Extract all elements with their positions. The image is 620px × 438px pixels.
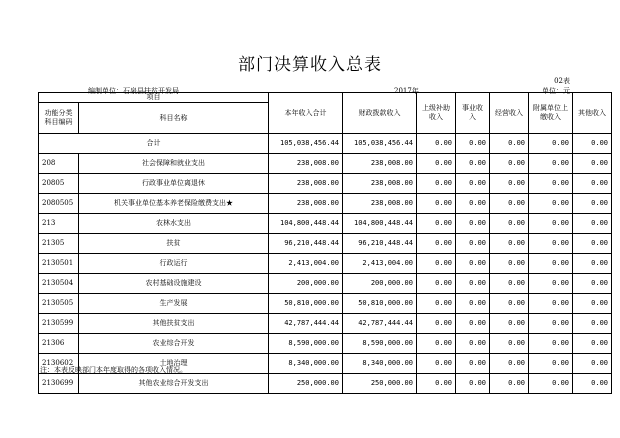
row-value: 0.00 [417,214,456,234]
row-name: 农村基础设施建设 [79,274,269,294]
row-value: 2,413,004.00 [269,254,343,274]
row-value: 8,340,000.00 [343,354,417,374]
row-value: 0.00 [490,354,529,374]
row-value: 0.00 [573,314,612,334]
row-code: 2080505 [39,194,79,214]
header-col: 附属单位上缴收入 [529,93,573,134]
row-name: 行政事业单位离退休 [79,174,269,194]
row-value: 96,210,448.44 [343,234,417,254]
table-row [39,294,612,314]
header-code: 功能分类科目编码 [39,103,79,134]
total-value: 0.00 [573,134,612,154]
total-value: 0.00 [417,134,456,154]
row-value: 0.00 [573,154,612,174]
row-name: 机关事业单位基本养老保险缴费支出★ [79,194,269,214]
row-value: 0.00 [490,314,529,334]
row-value: 0.00 [456,374,490,394]
header-item: 项目 [39,93,269,103]
row-name: 扶贫 [79,234,269,254]
row-value: 8,590,000.00 [343,334,417,354]
row-value: 0.00 [417,234,456,254]
row-value: 0.00 [529,334,573,354]
row-value: 42,787,444.44 [343,314,417,334]
total-value: 105,038,456.44 [343,134,417,154]
footnote: 注：本表反映部门本年度取得的各项收入情况。 [40,366,187,374]
header-col: 财政拨款收入 [343,93,417,134]
table-row [39,274,612,294]
row-value: 0.00 [456,254,490,274]
row-value: 0.00 [573,334,612,354]
total-label: 合计 [39,134,269,154]
row-name: 行政运行 [79,254,269,274]
row-value: 200,000.00 [343,274,417,294]
row-value: 0.00 [456,354,490,374]
row-code: 213 [39,214,79,234]
row-value: 0.00 [573,274,612,294]
row-value: 0.00 [529,194,573,214]
total-row [39,134,612,154]
row-value: 0.00 [456,334,490,354]
header-col: 其他收入 [573,93,612,134]
row-value: 0.00 [529,274,573,294]
row-value: 0.00 [456,294,490,314]
income-table [38,92,612,394]
row-value: 0.00 [529,234,573,254]
unit-label: 单位：元 [542,87,570,95]
row-value: 200,000.00 [269,274,343,294]
row-name: 农林水支出 [79,214,269,234]
row-code: 2130501 [39,254,79,274]
total-value: 0.00 [529,134,573,154]
row-value: 0.00 [456,314,490,334]
row-value: 8,340,000.00 [269,354,343,374]
total-value: 105,038,456.44 [269,134,343,154]
row-value: 0.00 [417,154,456,174]
row-value: 238,008.00 [269,154,343,174]
row-value: 0.00 [490,334,529,354]
row-value: 0.00 [456,274,490,294]
table-row [39,194,612,214]
row-name: 土地治理 [79,354,269,374]
row-value: 238,008.00 [343,154,417,174]
row-value: 0.00 [573,234,612,254]
row-value: 0.00 [456,154,490,174]
row-value: 238,008.00 [269,194,343,214]
row-value: 0.00 [529,254,573,274]
row-value: 0.00 [573,214,612,234]
row-value: 0.00 [490,214,529,234]
table-row [39,174,612,194]
row-code: 2130599 [39,314,79,334]
row-value: 0.00 [490,174,529,194]
row-value: 0.00 [573,354,612,374]
table-row [39,334,612,354]
row-name: 生产发展 [79,294,269,314]
row-value: 0.00 [417,174,456,194]
row-value: 0.00 [573,294,612,314]
row-value: 0.00 [417,294,456,314]
row-value: 50,810,000.00 [269,294,343,314]
row-value: 0.00 [417,354,456,374]
row-value: 2,413,004.00 [343,254,417,274]
row-value: 0.00 [456,234,490,254]
row-value: 104,800,448.44 [343,214,417,234]
table-row [39,314,612,334]
table-row [39,214,612,234]
header-col: 上级补助收入 [417,93,456,134]
row-value: 238,008.00 [269,174,343,194]
row-value: 42,787,444.44 [269,314,343,334]
table-row [39,154,612,174]
row-value: 0.00 [417,194,456,214]
row-value: 0.00 [529,294,573,314]
row-value: 0.00 [490,374,529,394]
row-value: 0.00 [529,174,573,194]
header-col: 事业收入 [456,93,490,134]
page-title: 部门决算收入总表 [238,55,382,75]
row-value: 96,210,448.44 [269,234,343,254]
row-value: 0.00 [417,374,456,394]
row-value: 104,800,448.44 [269,214,343,234]
row-value: 0.00 [456,214,490,234]
row-value: 0.00 [529,374,573,394]
row-code: 2130602 [39,354,79,374]
header-name: 科目名称 [79,103,269,134]
row-value: 0.00 [573,194,612,214]
row-value: 0.00 [490,274,529,294]
row-value: 0.00 [417,254,456,274]
total-value: 0.00 [490,134,529,154]
row-code: 208 [39,154,79,174]
row-value: 250,000.00 [343,374,417,394]
row-code: 2130505 [39,294,79,314]
total-value: 0.00 [456,134,490,154]
row-value: 0.00 [529,314,573,334]
row-code: 21306 [39,334,79,354]
row-value: 50,810,000.00 [343,294,417,314]
row-value: 8,590,000.00 [269,334,343,354]
row-code: 21305 [39,234,79,254]
org-label: 编制单位：石泉县扶贫开发局 [88,87,179,95]
row-value: 0.00 [529,154,573,174]
row-code: 20805 [39,174,79,194]
row-value: 0.00 [490,154,529,174]
row-value: 0.00 [456,174,490,194]
row-code: 2130504 [39,274,79,294]
table-number: 02表 [554,77,570,85]
table-row [39,374,612,394]
row-name: 农业综合开发 [79,334,269,354]
row-value: 0.00 [490,234,529,254]
header-col: 本年收入合计 [269,93,343,134]
row-value: 0.00 [573,374,612,394]
row-value: 0.00 [456,194,490,214]
row-name: 其他扶贫支出 [79,314,269,334]
header-col: 经营收入 [490,93,529,134]
table-row [39,234,612,254]
row-value: 0.00 [573,174,612,194]
row-value: 0.00 [529,214,573,234]
row-value: 238,008.00 [343,174,417,194]
row-value: 0.00 [417,274,456,294]
row-name: 其他农业综合开发支出 [79,374,269,394]
row-value: 0.00 [490,294,529,314]
row-value: 0.00 [573,254,612,274]
row-value: 250,000.00 [269,374,343,394]
row-code: 2130699 [39,374,79,394]
row-value: 0.00 [490,194,529,214]
row-value: 0.00 [417,334,456,354]
table-row [39,254,612,274]
row-value: 238,008.00 [343,194,417,214]
row-value: 0.00 [490,254,529,274]
row-name: 社会保障和就业支出 [79,154,269,174]
row-value: 0.00 [417,314,456,334]
row-value: 0.00 [529,354,573,374]
year-label: 2017年 [394,87,419,95]
